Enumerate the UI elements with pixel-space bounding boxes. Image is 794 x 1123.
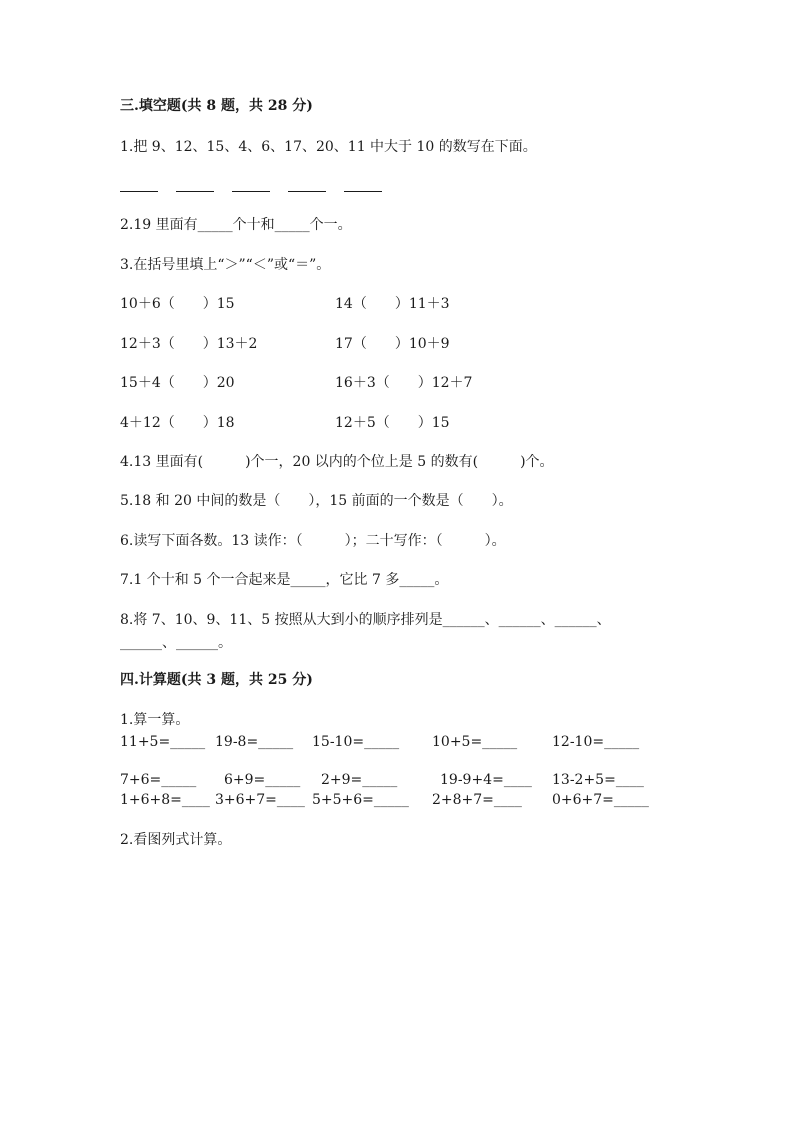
calc-item: 13-2+5=____ (552, 772, 644, 788)
section-3-heading: 三.填空题(共 8 题，共 28 分) (120, 98, 313, 114)
question-3: 3.在括号里填上“＞”“＜”或“＝”。 (120, 257, 331, 273)
calc-item: 6+9=_____ (224, 772, 301, 788)
calc-item: 0+6+7=_____ (552, 792, 649, 808)
calc-item: 2+8+7=____ (432, 792, 522, 808)
question-2: 2.19 里面有_____个十和_____个一。 (120, 217, 352, 233)
comparison-item: 17（ ）10＋9 (335, 336, 450, 352)
calc-item: 12-10=_____ (552, 734, 640, 750)
calc-item: 5+5+6=_____ (312, 792, 409, 808)
comparison-item: 15＋4（ ）20 (120, 375, 235, 391)
answer-blank[interactable] (120, 191, 158, 192)
calc-item: 19-8=_____ (215, 734, 294, 750)
comparison-item: 10＋6（ ）15 (120, 296, 235, 312)
calc-item: 7+6=_____ (120, 772, 197, 788)
calc-item: 2+9=_____ (321, 772, 398, 788)
answer-blank[interactable] (288, 191, 326, 192)
comparison-item: 14（ ）11＋3 (335, 296, 450, 312)
question-6: 6.读写下面各数。13 读作：（ ）；二十写作：（ ）。 (120, 533, 506, 549)
question-8-continued: ______、______。 (120, 635, 232, 651)
calc-question-2: 2.看图列式计算。 (120, 832, 232, 848)
calc-item: 19-9+4=____ (440, 772, 532, 788)
comparison-item: 12＋3（ ）13＋2 (120, 336, 258, 352)
question-4: 4.13 里面有( )个一，20 以内的个位上是 5 的数有( )个。 (120, 454, 554, 470)
calc-item: 15-10=_____ (312, 734, 400, 750)
question-1: 1.把 9、12、15、4、6、17、20、11 中大于 10 的数写在下面。 (120, 139, 537, 155)
answer-blank[interactable] (344, 191, 382, 192)
question-7: 7.1 个十和 5 个一合起来是_____，它比 7 多_____。 (120, 572, 449, 588)
calc-item: 11+5=_____ (120, 734, 206, 750)
answer-blank[interactable] (232, 191, 270, 192)
answer-blank[interactable] (176, 191, 214, 192)
calc-item: 10+5=_____ (432, 734, 518, 750)
calc-question-1: 1.算一算。 (120, 712, 190, 728)
section-4-heading: 四.计算题(共 3 题，共 25 分) (120, 672, 313, 688)
calc-item: 3+6+7=____ (215, 792, 305, 808)
question-8: 8.将 7、10、9、11、5 按照从大到小的顺序排列是______、______、______、 (120, 612, 611, 628)
comparison-item: 4＋12（ ）18 (120, 415, 235, 431)
comparison-item: 16＋3（ ）12＋7 (335, 375, 473, 391)
comparison-item: 12＋5（ ）15 (335, 415, 450, 431)
question-5: 5.18 和 20 中间的数是（ ），15 前面的一个数是（ ）。 (120, 493, 513, 509)
calc-item: 1+6+8=____ (120, 792, 210, 808)
